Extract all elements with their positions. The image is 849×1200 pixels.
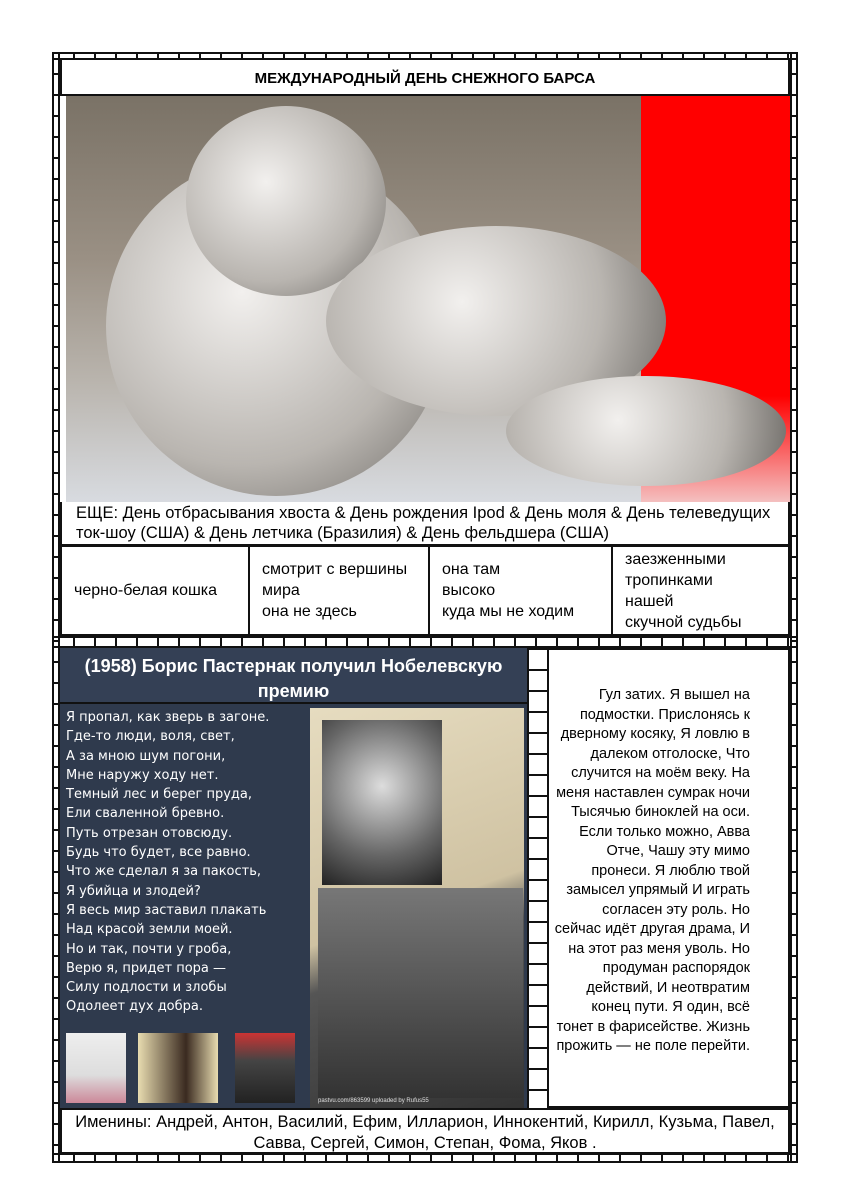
book-cover [138, 1033, 218, 1103]
book-cover [235, 1033, 295, 1103]
mid-ruler [52, 636, 798, 648]
portrait-photo [322, 720, 442, 885]
poem-line: Что же сделал я за пакость, [66, 864, 262, 880]
snow-leopard-photo [66, 96, 790, 502]
table-cell: черно-белая кошка [62, 547, 250, 634]
event-heading: (1958) Борис Пастернак получил Нобелевскую премию [60, 648, 527, 704]
poem-line: Силу подлости и злобы [66, 980, 227, 996]
verse-table [60, 545, 790, 636]
poem-line: Но и так, почти у гроба, [66, 941, 232, 957]
poem-line: Я весь мир заставил плакать [66, 902, 267, 918]
group-photo [318, 888, 523, 1098]
bottom-ruler [52, 1153, 798, 1163]
pasternak-panel [60, 648, 527, 1108]
table-cell: она там высоко куда мы не ходим [430, 547, 613, 634]
poem-line: Где-то люди, воля, свет, [66, 729, 235, 745]
right-ruler [790, 52, 798, 1163]
table-cell: смотрит с вершины мира она не здесь [250, 547, 430, 634]
left-ruler [52, 52, 60, 1163]
red-block [641, 96, 790, 396]
book-cover [66, 1033, 126, 1103]
poem-line: Я пропал, как зверь в загоне. [66, 710, 270, 725]
poem-line: Будь что будет, все равно. [66, 845, 251, 861]
cub [506, 376, 786, 486]
pasternak-collage [310, 708, 524, 1108]
poem-line: Ели сваленной бревно. [66, 806, 225, 822]
poem-line: Одолеет дух добра. [66, 999, 204, 1015]
name-days: Именины: Андрей, Антон, Василий, Ефим, Илларион, Иннокентий, Кирилл, Кузьма, Павел, Савва, Сергей, Симон, Степан, Фома, Яков . [60, 1108, 790, 1154]
divider-ruler [527, 648, 547, 1108]
poem-line: Путь отрезан отовсюду. [66, 825, 233, 841]
hamlet-poem: Гул затих. Я вышел на подмостки. Прислонясь к дверному косяку, Я ловлю в далеком отголоске, Что случится на моём веку. На меня наставлен сумрак ночи Тысячью биноклей на оси. Если только можно, Авва Отче, Чашу эту мимо пронеси. Я люблю твой замысел упрямый И играть согласен эту роль. Но сейчас идёт другая драма, И на этот раз меня уволь. Но продуман распорядок действий, И неотвратим конец пути. Я один, всё тонет в фарисействе. Жизнь прожить — не поле перейти. [547, 648, 790, 1108]
poem-line: А за мною шум погони, [66, 748, 226, 764]
photo-credit: pastvu.com/863599 uploaded by Rufus55 [318, 1098, 429, 1104]
poem-line: Верю я, придет пора — [66, 960, 227, 976]
poem [66, 708, 269, 1017]
poem-line: Мне наружу ходу нет. [66, 767, 219, 783]
poem-line: Над красой земли моей. [66, 922, 233, 938]
poem-line: Я убийца и злодей? [66, 883, 201, 899]
table-cell: заезженными тропинками нашей скучной судьбы [625, 550, 742, 631]
other-holidays: ЕЩЕ: День отбрасывания хвоста & День рождения Ipod & День моля & День телеведущих ток-шоу (США) & День летчика (Бразилия) & День фельдшера (США) [60, 502, 790, 546]
page-title: МЕЖДУНАРОДНЫЙ ДЕНЬ СНЕЖНОГО БАРСА [60, 58, 790, 96]
poem-line: Темный лес и берег пруда, [66, 787, 253, 803]
